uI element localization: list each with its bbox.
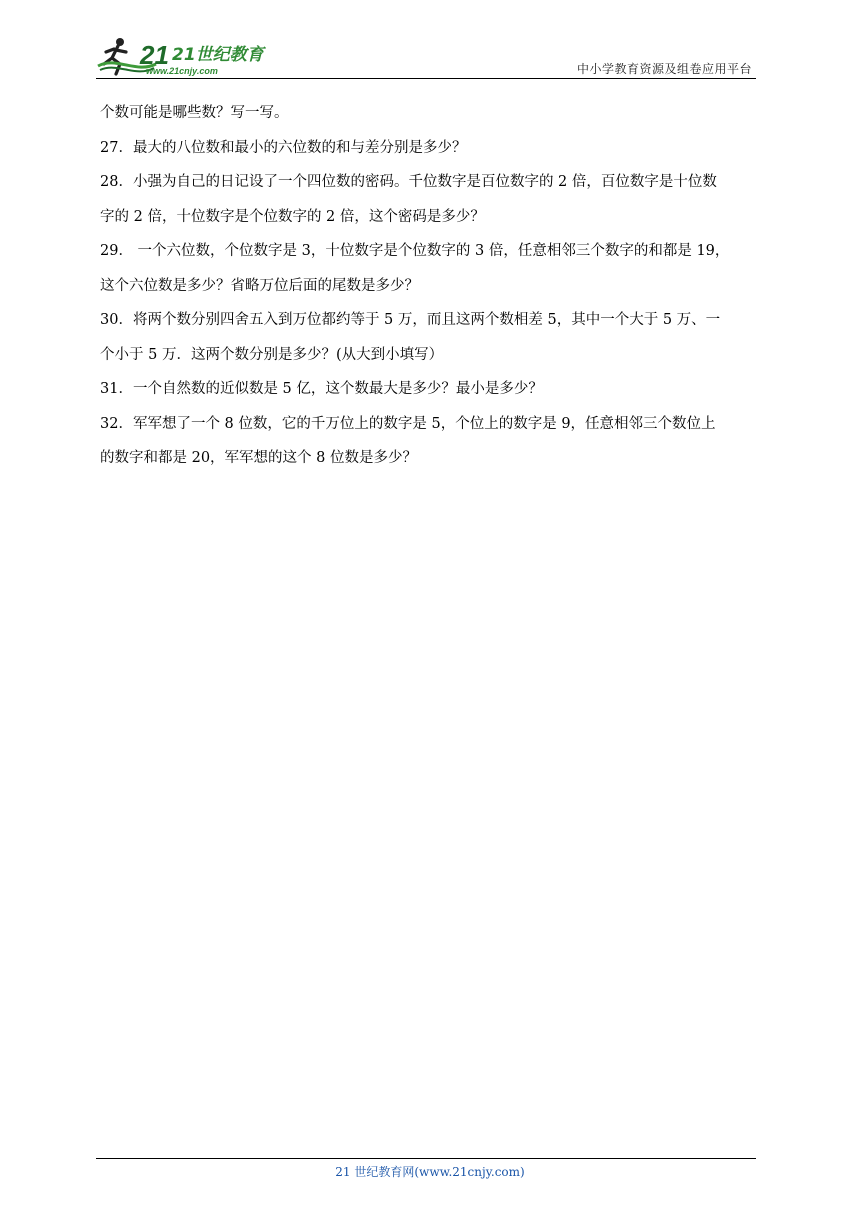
- site-logo: [96, 34, 266, 78]
- header-divider: [96, 78, 756, 79]
- logo-url-text: www.21cnjy.com: [146, 66, 218, 76]
- question-line: 31．一个自然数的近似数是 5 亿，这个数最大是多少？最小是多少？: [100, 381, 543, 397]
- logo-brand-text: 21世纪教育: [172, 45, 264, 65]
- question-line: 个小于 5 万．这两个数分别是多少？(从大到小填写）: [100, 346, 444, 363]
- question-line: 个数可能是哪些数？写一写。: [100, 105, 289, 121]
- question-line: 的数字和都是 20，军军想的这个 8 位数是多少？: [100, 450, 418, 466]
- svg-text:21: 21: [140, 40, 169, 70]
- question-line: 29． 一个六位数，个位数字是 3，十位数字是个位数字的 3 倍，任意相邻三个数字的和都是 19，: [100, 243, 730, 259]
- page-header: [96, 28, 756, 80]
- question-line: 27．最大的八位数和最小的六位数的和与差分别是多少？: [100, 139, 467, 156]
- footer-text: 21 世纪教育网(www.21cnjy.com): [335, 1165, 525, 1179]
- question-list: [100, 96, 764, 476]
- question-line: 28．小强为自己的日记设了一个四位数的密码。千位数字是百位数字的 2 倍，百位数字是十位数: [100, 174, 717, 190]
- footer-divider: [96, 1158, 756, 1159]
- question-line: 字的 2 倍，十位数字是个位数字的 2 倍，这个密码是多少？: [100, 208, 485, 225]
- site-name: 中小学教育资源及组卷应用平台: [576, 62, 752, 76]
- question-line: 这个六位数是多少？省略万位后面的尾数是多少？: [100, 277, 419, 294]
- question-line: 32．军军想了一个 8 位数，它的千万位上的数字是 5，个位上的数字是 9，任意相邻三个数位上: [100, 415, 716, 432]
- question-line: 30．将两个数分别四舍五入到万位都约等于 5 万，而且这两个数相差 5，其中一个大于 5 万、一: [100, 312, 721, 328]
